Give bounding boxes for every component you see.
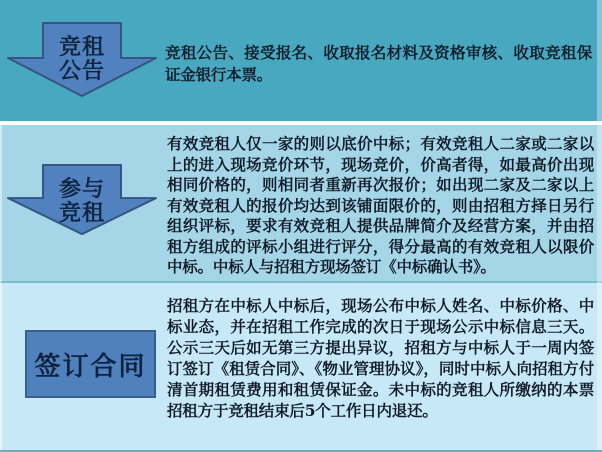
step3-rectangle-shape (25, 330, 156, 398)
step-band-participate (0, 125, 602, 283)
step3-label: 签订合同 (34, 351, 147, 382)
step1-label-line2: 公告 (58, 58, 105, 84)
step2-down-arrow-shape (6, 164, 158, 236)
step2-label-line2: 竞租 (58, 200, 105, 226)
step1-down-arrow-shape (6, 22, 158, 98)
step2-label-line1: 参与 (58, 176, 105, 202)
step2-label (6, 177, 158, 225)
step-band-contract (0, 283, 602, 450)
step2-description: 有效竞租人仅一家的则以底价中标；有效竞租人二家或二家以上的进入现场竞价环节，现场竞价，价高者得，如最高价出现相同价格的，则相同者重新再次报价；如出现二家及二家以上有效竞租人的报价均达到该铺面限价的，则由招租方择日另行组织评标，要求有效竞租人提供品牌简介及经营方案，并由招租方组成的评标小组进行评分，得分最高的有效竞租人以限价中标。中标人与招租方现场签订《中标确认书》。 (167, 134, 594, 276)
step1-label (6, 35, 158, 83)
step1-label-line1: 竞租 (58, 34, 105, 60)
step-band-announcement (0, 0, 602, 125)
step3-description: 招租方在中标人中标后，现场公布中标人姓名、中标价格、中标业态，并在招租工作完成的次日于现场公示中标信息三天。公示三天后如无第三方提出异议，招租方与中标人于一周内签订签订《租赁合同》、《物业管理协议》，同时中标人向招租方付清首期租赁费用和租赁保证金。未中标的竞租人所缴纳的本票招租方于竞租结束后5个工作日内退还。 (167, 296, 594, 420)
right-edge-highlight (597, 0, 602, 450)
step1-description: 竞租公告、接受报名、收取报名材料及资格审核、收取竞租保证金银行本票。 (165, 43, 592, 84)
